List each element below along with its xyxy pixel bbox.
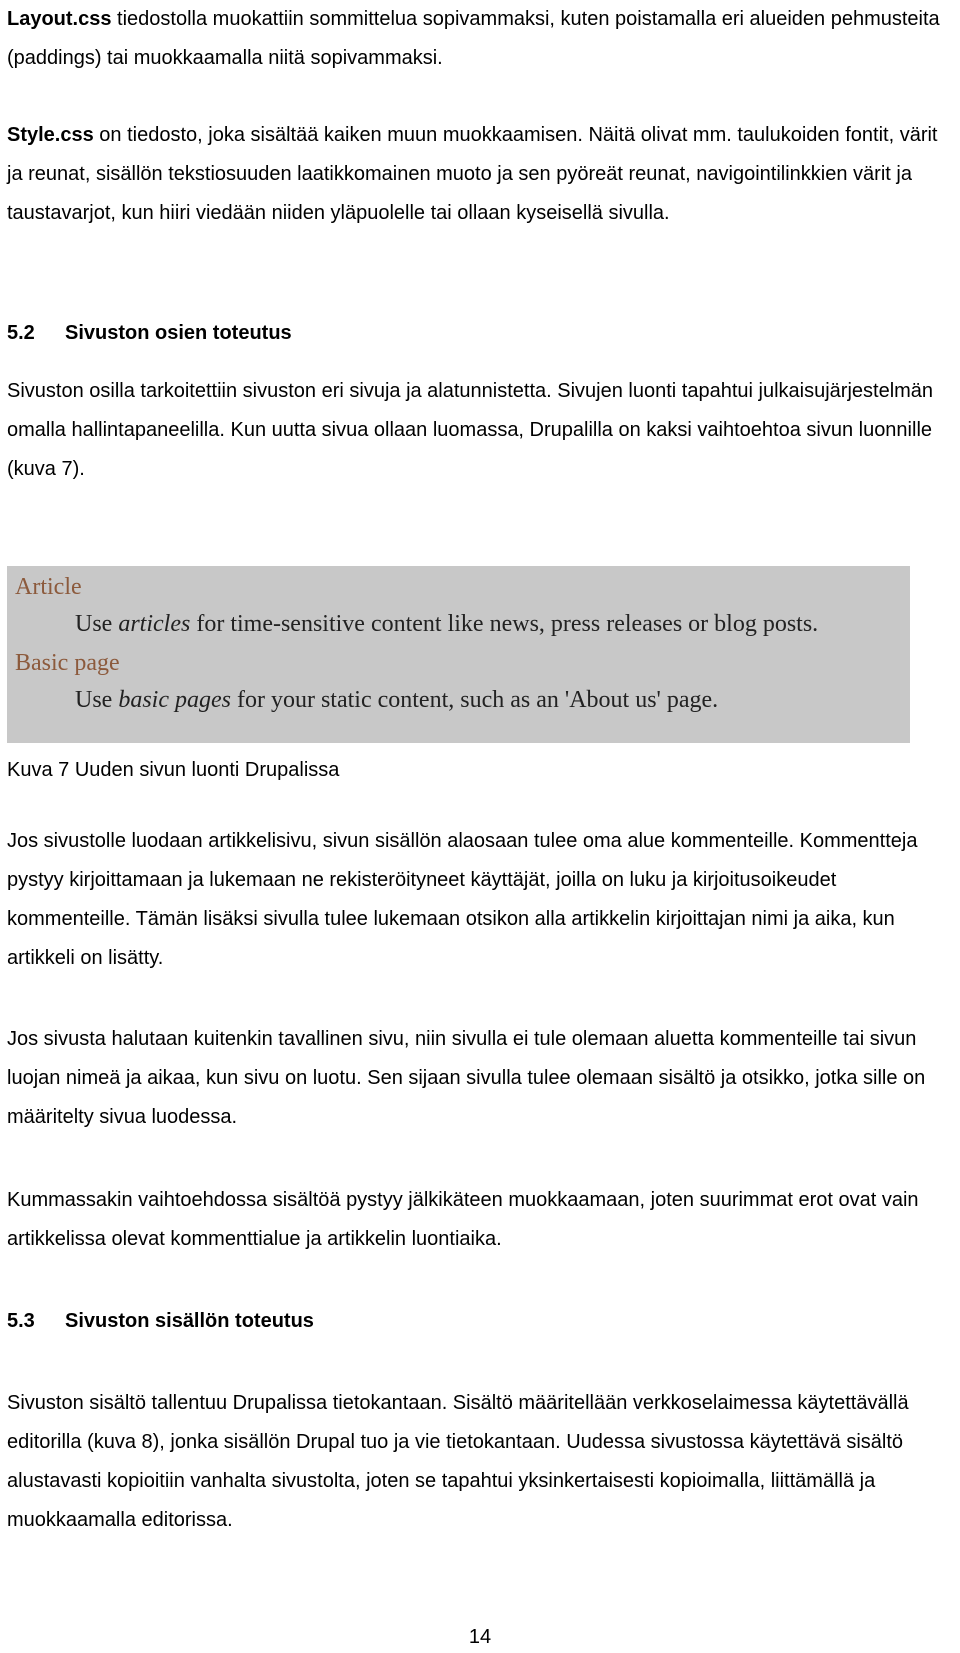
intro-layout-paragraph [7,0,952,78]
layout-css-text: tiedostolla muokattiin sommittelua sopivammaksi, kuten poistamalla eri alueiden pehmusteita (paddings) tai muokkaamalla niitä sopivammaksi. [7,8,940,69]
comparison-text: Kummassakin vaihtoehdossa sisältöä pystyy jälkikäteen muokkaamaan, joten suurimmat erot ovat vain artikkelissa olevat kommenttialue ja artikkelin luontiaika. [7,1189,919,1250]
basic-page-text: Jos sivusta halutaan kuitenkin tavallinen sivu, niin sivulla ei tule olemaan aluetta kommenteille tai sivun luojan nimeä ja aikaa, kun sivu on luotu. Sen sijaan sivulla tulee olemaan sisältö ja otsikko, jotka sille on määritelty sivua luodessa. [7,1028,926,1128]
article-description-emphasis: articles [118,611,191,637]
article-description-suffix: for time-sensitive content like news, press releases or blog posts. [190,611,819,637]
section-title: Sivuston sisällön toteutus [65,1310,314,1332]
section-number: 5.3 [7,1310,35,1332]
article-page-paragraph [7,822,952,978]
style-css-text: on tiedosto, joka sisältää kaiken muun muokkaamisen. Näitä olivat mm. taulukoiden fontit, värit ja reunat, sisällön tekstiosuuden laatikkomainen muoto ja sen pyöreät reunat, navigointilinkkien värit ja taustavarjot, kun hiiri viedään niiden yläpuolelle tai ollaan kyseisellä sivulla. [7,124,938,224]
article-label: Article [15,574,82,600]
basic-page-paragraph [7,1020,952,1137]
figure-caption: Kuva 7 Uuden sivun luonti Drupalissa [7,759,340,781]
basic-description-prefix: Use [75,687,119,713]
drupal-content-type-screenshot [7,566,910,743]
section-5-3-text: Sivuston sisältö tallentuu Drupalissa tietokantaan. Sisältö määritellään verkkoselaimessa käytettävällä editorilla (kuva 8), jonka sisällön Drupal tuo ja vie tietokantaan. Uudessa sivustossa käytettävä sisältö alustavasti kopioitiin vanhalta sivustolta, joten se tapahtui yksinkertaisesti kopioimalla, liittämällä ja muokkaamalla editorissa. [7,1392,909,1531]
basic-description-emphasis: basic pages [118,687,231,713]
section-5-2-text: Sivuston osilla tarkoitettiin sivuston eri sivuja ja alatunnistetta. Sivujen luonti tapahtui julkaisujärjestelmän omalla hallintapaneelilla. Kun uutta sivua ollaan luomassa, Drupalilla on kaksi vaihtoehtoa sivun luonnille (kuva 7). [7,380,934,480]
basic-description-suffix: for your static content, such as an 'About us' page. [230,687,719,713]
page-number: 14 [468,1626,492,1648]
article-page-text: Jos sivustolle luodaan artikkelisivu, sivun sisällön alaosaan tulee oma alue kommenteille. Kommentteja pystyy kirjoittamaan ja lukemaan ne rekisteröityneet käyttäjät, joilla on luku ja kirjoitusoikeudet kommenteille. Tämän lisäksi sivulla tulee lukemaan otsikon alla artikkelin kirjoittajan nimi ja aika, kun artikkeli on lisätty. [7,830,918,969]
layout-css-term: Layout.css [7,8,112,30]
section-5-2-paragraph [7,372,952,489]
basic-page-label: Basic page [15,650,120,676]
comparison-paragraph [7,1181,952,1259]
section-5-3-paragraph [7,1384,952,1540]
basic-page-description [75,687,718,714]
style-css-term: Style.css [7,124,94,146]
article-description [75,611,818,638]
article-description-prefix: Use [75,611,119,637]
section-title: Sivuston osien toteutus [65,322,292,344]
intro-style-paragraph [7,116,952,233]
section-number: 5.2 [7,322,35,344]
section-5-3-heading [7,1302,952,1341]
section-5-2-heading [7,314,952,353]
